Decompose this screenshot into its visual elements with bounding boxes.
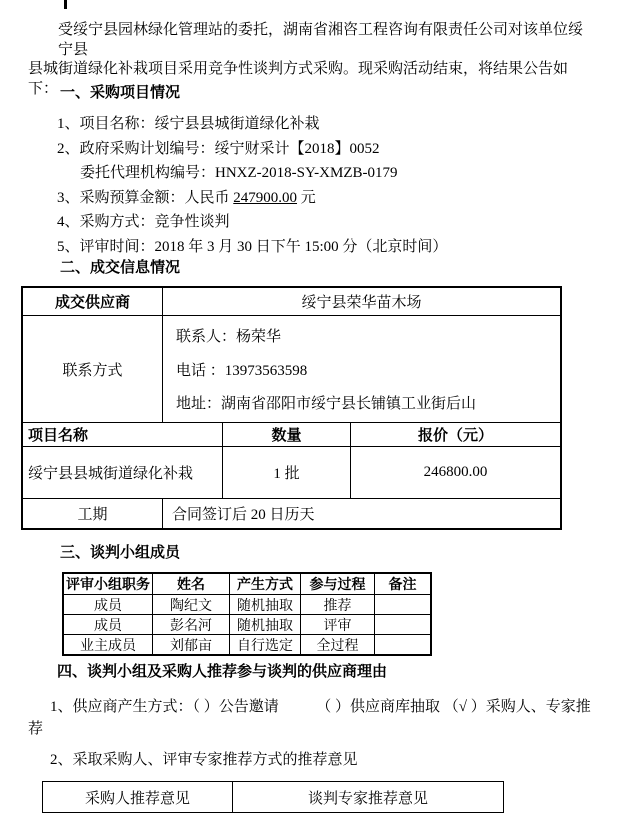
section3-heading: 三、谈判小组成员 [60, 545, 181, 561]
col-price-header: 报价（元） [417, 428, 493, 444]
item-project-name: 1、项目名称：绥宁县县城街道绿化补栽 [57, 116, 320, 132]
header-remark: 备注 [388, 578, 417, 593]
contact-info-cell [163, 316, 560, 422]
member-remark [375, 615, 430, 634]
member-participation: 评审 [301, 615, 375, 634]
supplier-label-cell: 成交供应商 [23, 288, 163, 315]
duration-label-cell: 工期 [23, 499, 163, 528]
price-cell: 246800.00 [423, 464, 488, 480]
member-selection: 自行选定 [230, 635, 301, 654]
table-header-row [43, 782, 503, 812]
expert-opinion-header: 谈判专家推荐意见 [307, 790, 428, 807]
member-selection: 随机抽取 [230, 595, 301, 614]
section1-heading: 一、采购项目情况 [60, 85, 181, 101]
header-selection: 产生方式 [230, 574, 301, 594]
recommendation-opinion-label: 2、采取采购人、评审专家推荐方式的推荐意见 [50, 752, 358, 768]
deal-info-table [21, 286, 562, 530]
contact-phone: 电话 ：13973563598 [176, 362, 308, 379]
member-role: 业主成员 [64, 635, 153, 654]
header-role: 评审小组职务 [64, 574, 153, 594]
budget-suffix: 元 [297, 189, 316, 206]
member-role: 成员 [64, 615, 153, 634]
panel-members-table [62, 572, 432, 656]
table-row [64, 595, 430, 615]
col-name-header: 项目名称 [23, 423, 223, 446]
intro-line-2: 县城街道绿化补栽项目采用竞争性谈判方式采购。现采购活动结束，将结果公告如下： [28, 61, 569, 97]
supplier-selection-method-line1: 1、供应商产生方式：（ ）公告邀请 （ ）供应商库抽取 （√ ）采购人、专家推 [50, 699, 591, 715]
item-agency-number: 委托代理机构编号：HNXZ-2018-SY-XMZB-0179 [80, 165, 398, 182]
recommendation-table [42, 781, 504, 813]
member-name: 陶纪文 [153, 595, 230, 614]
section4-heading: 四、谈判小组及采购人推荐参与谈判的供应商理由 [57, 664, 388, 680]
budget-prefix: 3、采购预算金额：人民币 [57, 189, 234, 206]
project-name-cell: 绥宁县县城街道绿化补栽 [23, 447, 223, 498]
table-row [23, 316, 560, 423]
item-budget [57, 186, 447, 211]
buyer-opinion-header: 采购人推荐意见 [43, 782, 233, 812]
supplier-selection-method-line2: 荐 [28, 721, 44, 737]
item-review-time: 5、评审时间：2018 年 3 月 30 日下午 15:00 分（北京时间） [57, 238, 448, 255]
member-participation: 推荐 [301, 595, 375, 614]
contact-label-cell: 联系方式 [23, 316, 163, 422]
table-header-row [23, 423, 560, 447]
item-method: 4、采购方式：竞争性谈判 [57, 214, 230, 231]
table-row [64, 615, 430, 635]
header-name: 姓名 [153, 574, 230, 594]
item-plan-number: 2、政府采购计划编号：绥宁财采计【2018】0052 [57, 140, 380, 157]
supplier-name-cell: 绥宁县荣华苗木场 [301, 295, 422, 311]
text-cursor-mark [64, 0, 67, 9]
duration-value-cell: 合同签订后 20 日历天 [172, 507, 315, 523]
member-role: 成员 [64, 595, 153, 614]
table-header-row [64, 574, 430, 595]
contact-person: 联系人：杨荣华 [176, 329, 282, 345]
budget-amount: 247900.00 [233, 189, 298, 206]
member-participation: 全过程 [301, 635, 375, 654]
member-remark [375, 635, 430, 654]
member-selection: 随机抽取 [230, 615, 301, 634]
table-row [23, 499, 560, 528]
table-row [23, 288, 560, 316]
header-participation: 参与过程 [301, 574, 375, 594]
quantity-cell: 1 批 [223, 447, 351, 498]
table-row [23, 447, 560, 499]
member-name: 刘郁亩 [153, 635, 230, 654]
member-remark [375, 595, 430, 614]
table-row [64, 635, 430, 654]
section1-items [57, 112, 447, 260]
section2-heading: 二、成交信息情况 [60, 260, 181, 276]
col-qty-header: 数量 [223, 423, 351, 446]
member-name: 彭名河 [153, 615, 230, 634]
intro-line-1: 受绥宁县园林绿化管理站的委托，湖南省湘咨工程咨询有限责任公司对该单位绥宁县 [58, 22, 584, 58]
contact-address: 地址：湖南省邵阳市绥宁县长铺镇工业街后山 [176, 396, 477, 412]
